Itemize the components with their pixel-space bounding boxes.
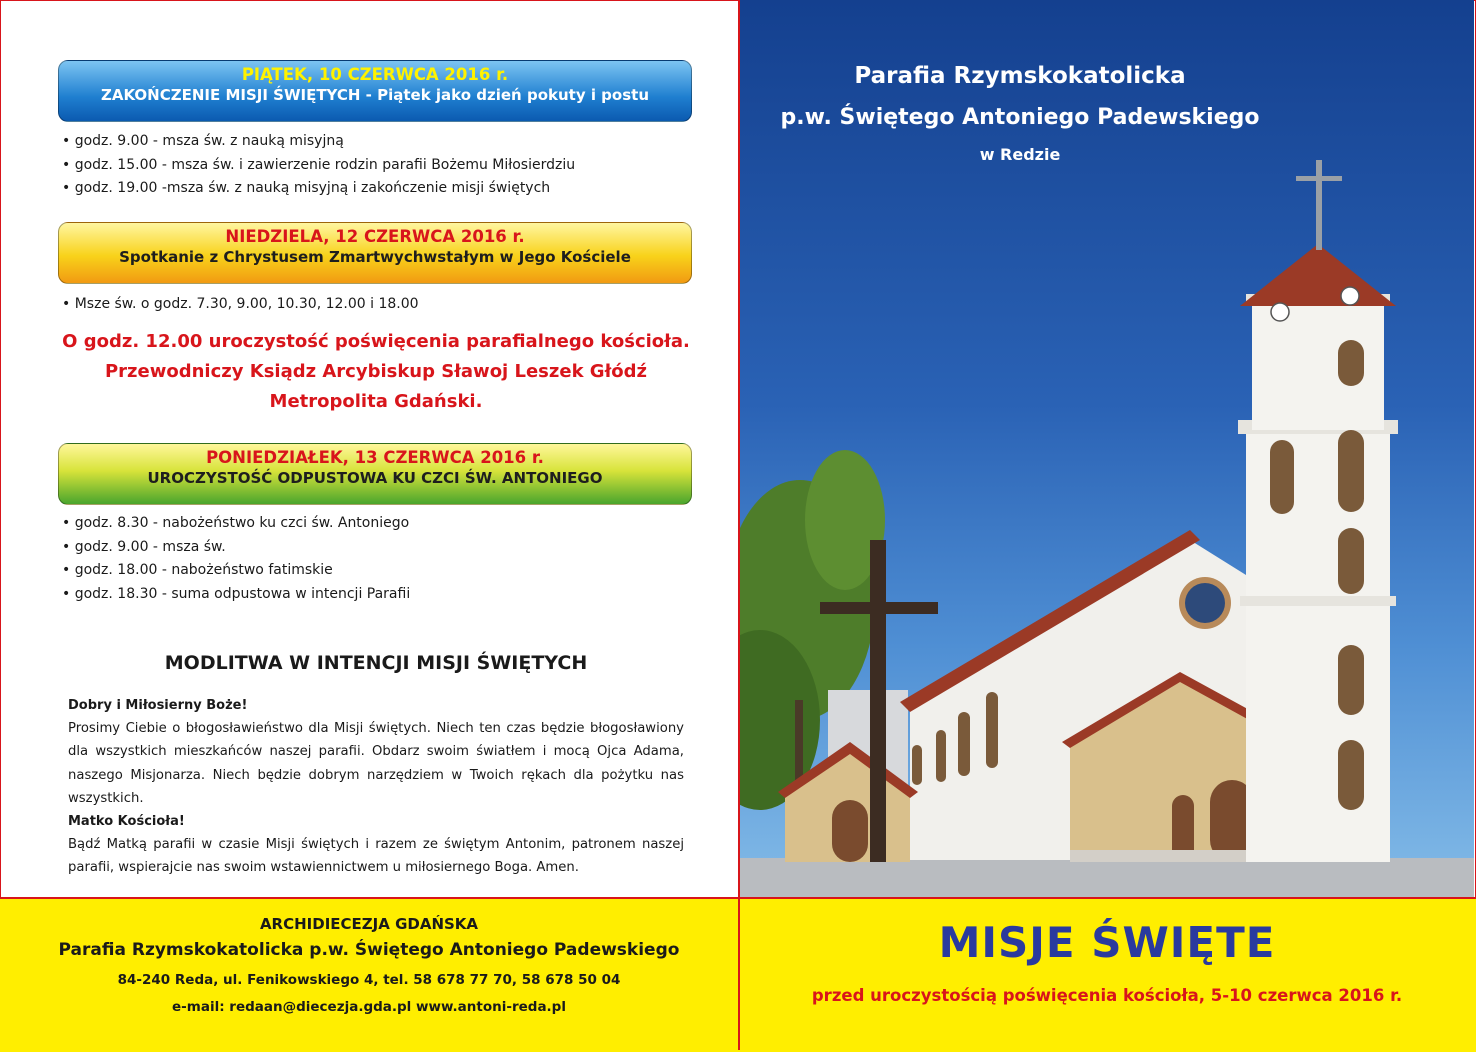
consecration-announcement (40, 327, 712, 417)
center-divider (738, 0, 740, 1050)
prayer-heading: Dobry i Miłosierny Boże! (68, 698, 248, 713)
email-website: e-mail: redaan@diecezja.gda.pl www.antoni-reda.pl (172, 999, 566, 1015)
left-panel (0, 0, 738, 898)
monday-subtitle: UROCZYSTOŚĆ ODPUSTOWA KU CZCI ŚW. ANTONIEGO (147, 469, 603, 487)
monday-date: PONIEDZIAŁEK, 13 CZERWCA 2016 r. (206, 448, 544, 467)
prayer-text (68, 694, 684, 880)
parish-name: Parafia Rzymskokatolicka (854, 63, 1186, 89)
friday-schedule (62, 130, 575, 201)
prayer-paragraph: Prosimy Ciebie o błogosławieństwo dla Misji świętych. Niech ten czas będzie błogosławiony dla wszystkich mieszkańców naszej parafii. Obdarz swoim światłem i mocą Ojca Adama, naszego Misjonarza. Niech będzie dobrym narzędziem w Twoich rękach dla pożytku nas wszystkich. (68, 721, 684, 806)
list-item: • godz. 8.30 - nabożeństwo ku czci św. Antoniego (62, 512, 410, 536)
friday-subtitle: ZAKOŃCZENIE MISJI ŚWIĘTYCH - Piątek jako dzień pokuty i postu (100, 86, 650, 104)
friday-date: PIĄTEK, 10 CZERWCA 2016 r. (241, 65, 509, 84)
list-item: • godz. 15.00 - msza św. i zawierzenie rodzin parafii Bożemu Miłosierdziu (62, 154, 575, 178)
list-item: • godz. 9.00 - msza św. z nauką misyjną (62, 130, 575, 154)
parish-location: w Redzie (979, 145, 1061, 164)
church-photo-panel (740, 0, 1474, 898)
brochure-subtitle: przed uroczystością poświęcenia kościoła, 5-10 czerwca 2016 r. (811, 986, 1403, 1005)
church-photo (740, 0, 1474, 898)
sunday-header (58, 222, 692, 284)
parish-patron: p.w. Świętego Antoniego Padewskiego (780, 105, 1260, 130)
prayer-title: MODLITWA W INTENCJI MISJI ŚWIĘTYCH (164, 652, 588, 674)
sunday-schedule (62, 293, 419, 317)
bell-tower (1238, 160, 1398, 862)
sunday-date: NIEDZIELA, 12 CZERWCA 2016 r. (225, 227, 525, 246)
list-item: • Msze św. o godz. 7.30, 9.00, 10.30, 12.00 i 18.00 (62, 293, 419, 317)
archdiocese-name: ARCHIDIECEZJA GDAŃSKA (259, 915, 479, 933)
announcement-line: Metropolita Gdański. (269, 391, 483, 412)
brochure-title: MISJE ŚWIĘTE (938, 918, 1276, 967)
pavement (740, 858, 1474, 898)
footer-parish-name: Parafia Rzymskokatolicka p.w. Świętego Antoniego Padewskiego (58, 940, 680, 960)
sunday-subtitle: Spotkanie z Chrystusem Zmartwychwstałym w Jego Kościele (119, 248, 631, 266)
list-item: • godz. 19.00 -msza św. z nauką misyjną i zakończenie misji świętych (62, 177, 575, 201)
list-item: • godz. 18.30 - suma odpustowa w intencji Parafii (62, 583, 410, 607)
contact-block (0, 913, 738, 1021)
monday-header (58, 443, 692, 505)
prayer-paragraph: Bądź Matką parafii w czasie Misji świętych i razem ze świętym Antonim, patronem naszej parafii, wspierajcie nas swoim wstawiennictwem u miłosiernego Boga. Amen. (68, 837, 684, 876)
prayer-heading: Matko Kościoła! (68, 814, 185, 830)
address-phone: 84-240 Reda, ul. Fenikowskiego 4, tel. 58 678 77 70, 58 678 50 04 (117, 972, 621, 988)
list-item: • godz. 18.00 - nabożeństwo fatimskie (62, 559, 410, 583)
friday-header (58, 60, 692, 122)
announcement-line: Przewodniczy Ksiądz Arcybiskup Sławoj Leszek Głódź (104, 361, 647, 382)
announcement-line: O godz. 12.00 uroczystość poświęcenia parafialnego kościoła. (62, 331, 690, 352)
list-item: • godz. 9.00 - msza św. (62, 536, 410, 560)
monday-schedule (62, 512, 410, 606)
